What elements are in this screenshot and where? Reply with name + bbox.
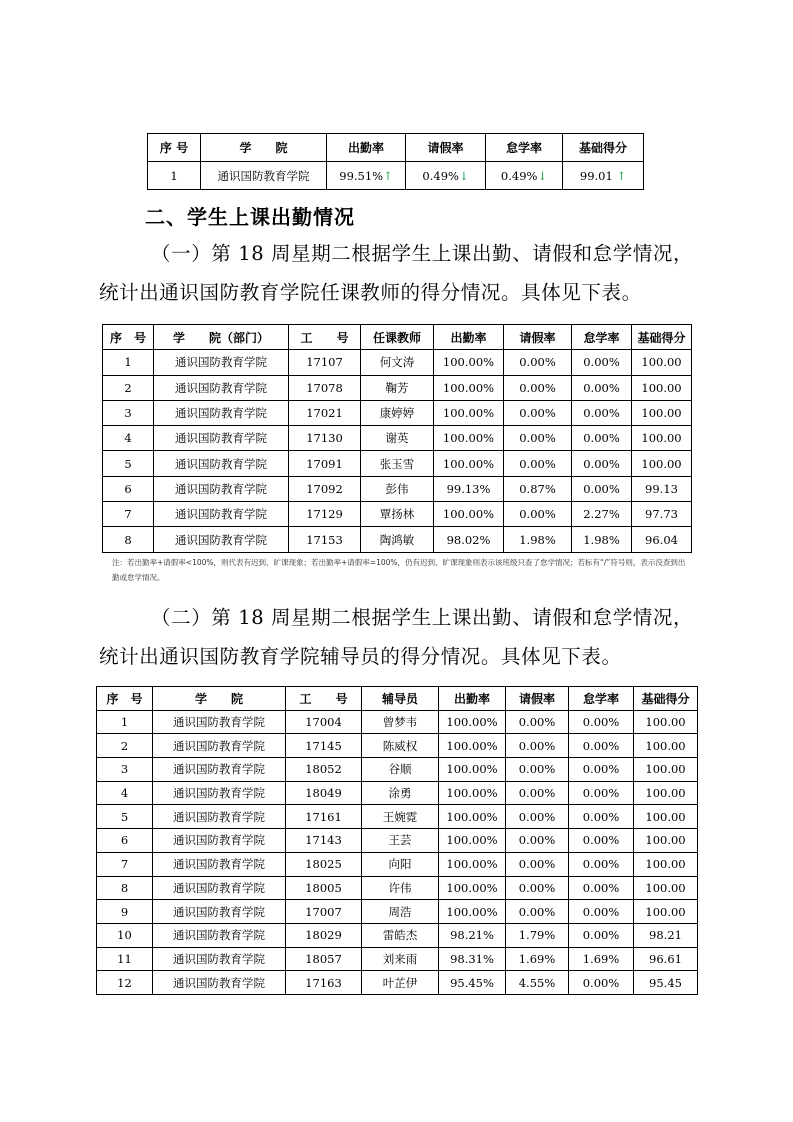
attendance-value: 95.45% bbox=[439, 971, 506, 995]
row-number: 2 bbox=[103, 375, 154, 400]
row-number: 7 bbox=[103, 502, 154, 527]
score-value: 96.61 bbox=[634, 947, 698, 971]
leave-value: 0.00% bbox=[506, 805, 569, 829]
college-name: 通识国防教育学院 bbox=[154, 426, 289, 451]
score-value: 100.00 bbox=[634, 876, 698, 900]
leave-value: 0.00% bbox=[506, 710, 569, 734]
attendance-value: 100.00% bbox=[439, 876, 506, 900]
table-row bbox=[103, 375, 692, 400]
person-name: 雷皓杰 bbox=[362, 923, 439, 947]
header-cell: 出勤率 bbox=[327, 134, 406, 162]
person-name: 康婷婷 bbox=[361, 400, 434, 425]
attendance-value: 100.00% bbox=[439, 829, 506, 853]
table-row bbox=[97, 734, 698, 758]
leave-value: 0.00% bbox=[506, 829, 569, 853]
staff-id: 18025 bbox=[286, 852, 362, 876]
truancy-value: 1.69% bbox=[569, 947, 634, 971]
staff-id: 18049 bbox=[286, 781, 362, 805]
staff-id: 17163 bbox=[286, 971, 362, 995]
header-cell: 基础得分 bbox=[634, 687, 698, 711]
truancy-value: 0.00% bbox=[569, 805, 634, 829]
college-name: 通识国防教育学院 bbox=[153, 805, 286, 829]
truancy-value: 0.00% bbox=[572, 375, 632, 400]
table-row bbox=[97, 852, 698, 876]
score-value: 99.01 bbox=[579, 168, 613, 183]
person-name: 涂勇 bbox=[362, 781, 439, 805]
teacher-score-table bbox=[102, 324, 692, 553]
row-number: 8 bbox=[97, 876, 153, 900]
table-row bbox=[97, 900, 698, 924]
college-name: 通识国防教育学院 bbox=[153, 876, 286, 900]
table-row bbox=[97, 947, 698, 971]
header-cell: 出勤率 bbox=[434, 325, 504, 350]
score-value: 100.00 bbox=[634, 758, 698, 782]
attendance-value: 100.00% bbox=[434, 375, 504, 400]
score-value: 97.73 bbox=[632, 502, 692, 527]
header-cell: 请假率 bbox=[506, 687, 569, 711]
staff-id: 18057 bbox=[286, 947, 362, 971]
college-name: 通识国防教育学院 bbox=[154, 502, 289, 527]
college-name: 通识国防教育学院 bbox=[153, 947, 286, 971]
truancy-value: 0.00% bbox=[569, 829, 634, 853]
score-value: 100.00 bbox=[634, 805, 698, 829]
truancy-value: 0.00% bbox=[572, 426, 632, 451]
attendance-value: 100.00% bbox=[439, 805, 506, 829]
table-row bbox=[97, 781, 698, 805]
leave-value: 0.00% bbox=[506, 852, 569, 876]
score-value: 100.00 bbox=[632, 350, 692, 375]
table-row bbox=[97, 758, 698, 782]
college-summary-table bbox=[147, 133, 644, 190]
table-row bbox=[97, 971, 698, 995]
truancy-value: 0.00% bbox=[569, 876, 634, 900]
leave-value: 0.00% bbox=[504, 426, 572, 451]
header-cell: 怠学率 bbox=[572, 325, 632, 350]
staff-id: 18005 bbox=[286, 876, 362, 900]
person-name: 谷顺 bbox=[362, 758, 439, 782]
score-value: 100.00 bbox=[632, 451, 692, 476]
staff-id: 17004 bbox=[286, 710, 362, 734]
leave-value: 0.00% bbox=[506, 734, 569, 758]
counselor-score-table bbox=[96, 686, 698, 995]
person-name: 陶鸿敏 bbox=[361, 527, 434, 552]
score-value: 98.21 bbox=[634, 923, 698, 947]
leave-value: 1.79% bbox=[506, 923, 569, 947]
header-cell: 学 院（部门） bbox=[154, 325, 289, 350]
leave-value: 0.00% bbox=[506, 758, 569, 782]
person-name: 刘来雨 bbox=[362, 947, 439, 971]
leave-value: 0.00% bbox=[506, 781, 569, 805]
row-number: 3 bbox=[103, 400, 154, 425]
score-value: 100.00 bbox=[632, 400, 692, 425]
score-value: 95.45 bbox=[634, 971, 698, 995]
truancy-value: 2.27% bbox=[572, 502, 632, 527]
table-note: 注：若出勤率+请假率<100%，则代表有迟到、旷课现象；若出勤率+请假率=100%，仍有迟到、旷课现象则表示该班级只查了怠学情况；若标有“/”符号则，表示没查到出勤或怠学情况。 bbox=[112, 558, 686, 582]
truancy-value: 0.00% bbox=[569, 734, 634, 758]
truancy-value: 1.98% bbox=[572, 527, 632, 552]
score-value: 99.13 bbox=[632, 476, 692, 501]
arrow-down-icon: ↓ bbox=[458, 168, 469, 183]
truancy-value: 0.00% bbox=[569, 900, 634, 924]
table-row bbox=[97, 805, 698, 829]
college-name: 通识国防教育学院 bbox=[153, 758, 286, 782]
attendance-value: 100.00% bbox=[434, 426, 504, 451]
leave-value: 4.55% bbox=[506, 971, 569, 995]
leave-cell bbox=[406, 162, 486, 190]
attendance-value: 100.00% bbox=[434, 400, 504, 425]
score-value: 100.00 bbox=[632, 375, 692, 400]
college-name: 通识国防教育学院 bbox=[153, 852, 286, 876]
row-number: 1 bbox=[103, 350, 154, 375]
person-name: 张玉雪 bbox=[361, 451, 434, 476]
header-cell: 任课教师 bbox=[361, 325, 434, 350]
leave-value: 0.00% bbox=[504, 502, 572, 527]
attendance-value: 98.02% bbox=[434, 527, 504, 552]
person-name: 彭伟 bbox=[361, 476, 434, 501]
staff-id: 17021 bbox=[289, 400, 361, 425]
person-name: 鞠芳 bbox=[361, 375, 434, 400]
person-name: 陈威权 bbox=[362, 734, 439, 758]
staff-id: 18052 bbox=[286, 758, 362, 782]
truancy-value: 0.00% bbox=[569, 971, 634, 995]
staff-id: 17092 bbox=[289, 476, 361, 501]
header-cell: 辅导员 bbox=[362, 687, 439, 711]
staff-id: 17143 bbox=[286, 829, 362, 853]
truancy-value: 0.00% bbox=[569, 852, 634, 876]
score-value: 100.00 bbox=[634, 710, 698, 734]
leave-value: 0.49% bbox=[422, 168, 459, 183]
college-name: 通识国防教育学院 bbox=[153, 923, 286, 947]
truancy-value: 0.00% bbox=[572, 451, 632, 476]
staff-id: 17078 bbox=[289, 375, 361, 400]
college-name: 通识国防教育学院 bbox=[154, 451, 289, 476]
truancy-value: 0.00% bbox=[572, 476, 632, 501]
attendance-value: 100.00% bbox=[439, 734, 506, 758]
person-name: 周浩 bbox=[362, 900, 439, 924]
row-number: 11 bbox=[97, 947, 153, 971]
table-row bbox=[97, 710, 698, 734]
table-row bbox=[103, 451, 692, 476]
header-cell: 基础得分 bbox=[632, 325, 692, 350]
person-name: 叶芷伊 bbox=[362, 971, 439, 995]
table-header-row bbox=[148, 134, 644, 162]
college-name: 通识国防教育学院 bbox=[153, 781, 286, 805]
person-name: 许伟 bbox=[362, 876, 439, 900]
college-name: 通识国防教育学院 bbox=[153, 829, 286, 853]
leave-value: 1.69% bbox=[506, 947, 569, 971]
college-name: 通识国防教育学院 bbox=[153, 971, 286, 995]
row-number: 10 bbox=[97, 923, 153, 947]
paragraph-counselors: （二）第 18 周星期二根据学生上课出勤、请假和怠学情况，统计出通识国防教育学院辅导员的得分情况。具体见下表。 bbox=[99, 606, 694, 668]
attendance-value: 100.00% bbox=[434, 350, 504, 375]
header-cell: 基础得分 bbox=[563, 134, 644, 162]
header-cell: 工 号 bbox=[286, 687, 362, 711]
truancy-value: 0.00% bbox=[569, 710, 634, 734]
truancy-value: 0.49% bbox=[500, 168, 538, 183]
leave-value: 0.87% bbox=[504, 476, 572, 501]
table-header-row bbox=[103, 325, 692, 350]
arrow-down-icon: ↓ bbox=[537, 168, 548, 183]
college-name: 通识国防教育学院 bbox=[153, 734, 286, 758]
truancy-value: 0.00% bbox=[569, 923, 634, 947]
table-row bbox=[103, 527, 692, 552]
staff-id: 17145 bbox=[286, 734, 362, 758]
leave-value: 1.98% bbox=[504, 527, 572, 552]
table-row bbox=[103, 426, 692, 451]
staff-id: 17130 bbox=[289, 426, 361, 451]
staff-id: 17007 bbox=[286, 900, 362, 924]
row-number: 3 bbox=[97, 758, 153, 782]
header-cell: 怠学率 bbox=[486, 134, 563, 162]
attendance-value: 100.00% bbox=[439, 900, 506, 924]
attendance-value: 100.00% bbox=[434, 451, 504, 476]
truancy-value: 0.00% bbox=[572, 400, 632, 425]
row-number: 7 bbox=[97, 852, 153, 876]
score-value: 100.00 bbox=[632, 426, 692, 451]
table-row bbox=[103, 502, 692, 527]
attendance-value: 99.13% bbox=[434, 476, 504, 501]
college-name: 通识国防教育学院 bbox=[154, 350, 289, 375]
leave-value: 0.00% bbox=[504, 451, 572, 476]
score-value: 100.00 bbox=[634, 829, 698, 853]
person-name: 何文涛 bbox=[361, 350, 434, 375]
header-cell: 学 院 bbox=[201, 134, 327, 162]
row-number: 4 bbox=[103, 426, 154, 451]
college-name: 通识国防教育学院 bbox=[154, 527, 289, 552]
attendance-value: 100.00% bbox=[439, 852, 506, 876]
attendance-value: 100.00% bbox=[434, 502, 504, 527]
truancy-value: 0.00% bbox=[569, 758, 634, 782]
leave-value: 0.00% bbox=[506, 900, 569, 924]
table-row bbox=[97, 923, 698, 947]
college-name: 通识国防教育学院 bbox=[154, 400, 289, 425]
person-name: 向阳 bbox=[362, 852, 439, 876]
staff-id: 17107 bbox=[289, 350, 361, 375]
leave-value: 0.00% bbox=[504, 375, 572, 400]
attendance-value: 98.21% bbox=[439, 923, 506, 947]
row-number: 6 bbox=[97, 829, 153, 853]
person-name: 覃扬林 bbox=[361, 502, 434, 527]
staff-id: 18029 bbox=[286, 923, 362, 947]
header-cell: 怠学率 bbox=[569, 687, 634, 711]
score-value: 100.00 bbox=[634, 852, 698, 876]
row-number: 6 bbox=[103, 476, 154, 501]
table-row bbox=[97, 829, 698, 853]
table-row bbox=[103, 476, 692, 501]
person-name: 谢英 bbox=[361, 426, 434, 451]
attendance-value: 99.51% bbox=[339, 168, 384, 183]
table-header-row bbox=[97, 687, 698, 711]
row-number: 5 bbox=[97, 805, 153, 829]
header-cell: 请假率 bbox=[406, 134, 486, 162]
person-name: 王芸 bbox=[362, 829, 439, 853]
table-row bbox=[148, 162, 644, 190]
college-name: 通识国防教育学院 bbox=[154, 375, 289, 400]
arrow-up-icon: ↑ bbox=[616, 168, 627, 183]
staff-id: 17129 bbox=[289, 502, 361, 527]
score-cell bbox=[563, 162, 644, 190]
score-value: 100.00 bbox=[634, 781, 698, 805]
staff-id: 17153 bbox=[289, 527, 361, 552]
score-value: 100.00 bbox=[634, 734, 698, 758]
table-row bbox=[103, 350, 692, 375]
header-cell: 学 院 bbox=[153, 687, 286, 711]
header-cell: 工 号 bbox=[289, 325, 361, 350]
header-cell: 出勤率 bbox=[439, 687, 506, 711]
header-cell: 序 号 bbox=[148, 134, 201, 162]
attendance-value: 100.00% bbox=[439, 781, 506, 805]
leave-value: 0.00% bbox=[504, 400, 572, 425]
score-value: 100.00 bbox=[634, 900, 698, 924]
college-name: 通识国防教育学院 bbox=[201, 162, 327, 190]
table-row bbox=[103, 400, 692, 425]
college-name: 通识国防教育学院 bbox=[154, 476, 289, 501]
row-number: 1 bbox=[97, 710, 153, 734]
truancy-value: 0.00% bbox=[572, 350, 632, 375]
paragraph-teachers: （一）第 18 周星期二根据学生上课出勤、请假和怠学情况，统计出通识国防教育学院任课教师的得分情况。具体见下表。 bbox=[99, 242, 694, 304]
staff-id: 17091 bbox=[289, 451, 361, 476]
header-cell: 请假率 bbox=[504, 325, 572, 350]
college-name: 通识国防教育学院 bbox=[153, 900, 286, 924]
leave-value: 0.00% bbox=[506, 876, 569, 900]
person-name: 王婉霓 bbox=[362, 805, 439, 829]
attendance-value: 100.00% bbox=[439, 758, 506, 782]
section-title: 二、学生上课出勤情况 bbox=[145, 205, 355, 229]
attendance-value: 100.00% bbox=[439, 710, 506, 734]
arrow-up-icon: ↑ bbox=[383, 168, 393, 183]
row-number: 2 bbox=[97, 734, 153, 758]
college-name: 通识国防教育学院 bbox=[153, 710, 286, 734]
score-value: 96.04 bbox=[632, 527, 692, 552]
attendance-cell bbox=[327, 162, 406, 190]
row-number: 5 bbox=[103, 451, 154, 476]
person-name: 曾梦韦 bbox=[362, 710, 439, 734]
header-cell: 序 号 bbox=[103, 325, 154, 350]
leave-value: 0.00% bbox=[504, 350, 572, 375]
attendance-value: 98.31% bbox=[439, 947, 506, 971]
row-number: 12 bbox=[97, 971, 153, 995]
row-number: 1 bbox=[148, 162, 201, 190]
row-number: 8 bbox=[103, 527, 154, 552]
truancy-value: 0.00% bbox=[569, 781, 634, 805]
table-row bbox=[97, 876, 698, 900]
header-cell: 序 号 bbox=[97, 687, 153, 711]
staff-id: 17161 bbox=[286, 805, 362, 829]
row-number: 9 bbox=[97, 900, 153, 924]
truancy-cell bbox=[486, 162, 563, 190]
row-number: 4 bbox=[97, 781, 153, 805]
